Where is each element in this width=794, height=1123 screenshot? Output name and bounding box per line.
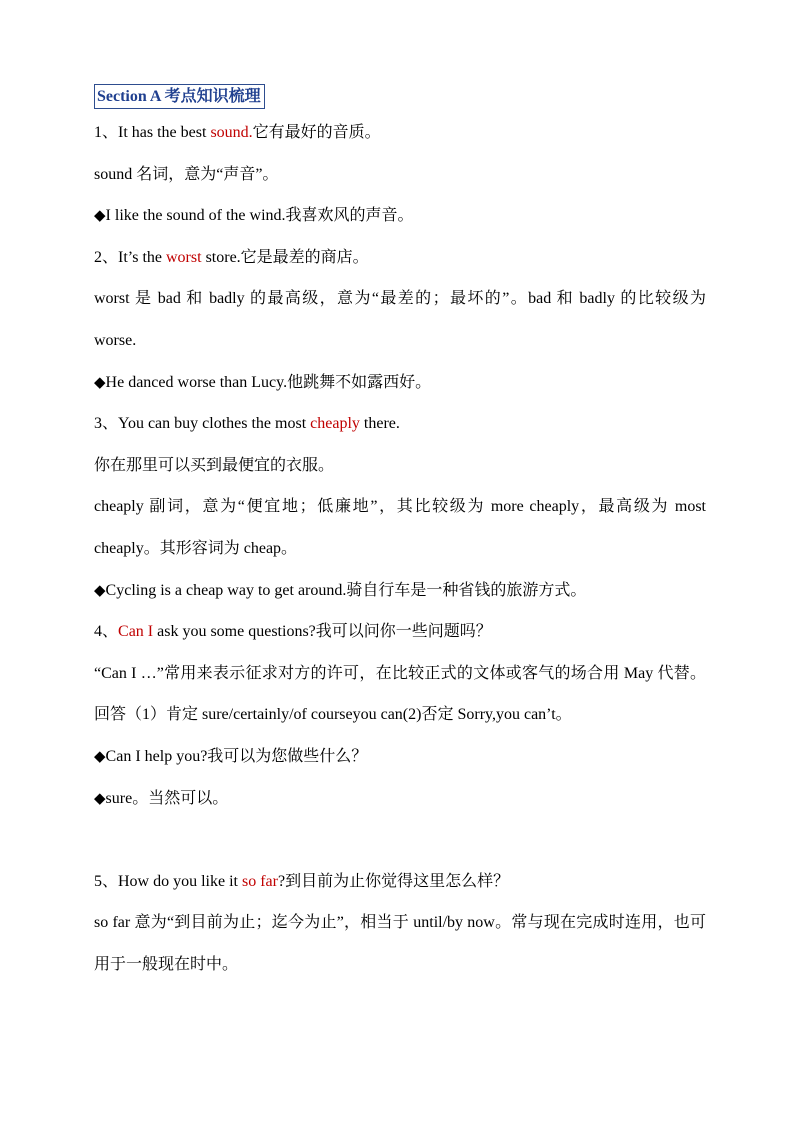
keyword-worst: worst: [166, 248, 202, 266]
keyword-can-i: Can I: [118, 623, 154, 641]
item-3-translation: 你在那里可以买到最便宜的衣服。: [94, 456, 335, 474]
diamond-bullet-icon: ◆: [94, 746, 106, 765]
item-2-note: worst 是 bad 和 badly 的最高级，意为“最差的；最坏的”。bad 和 badly 的比较级为 worse.: [94, 290, 706, 349]
item-4-sentence: 4、Can I ask you some questions?我可以问你一些问题吗？: [94, 623, 492, 641]
document-page: [94, 80, 706, 985]
item-4-note: “Can I …”常用来表示征求对方的许可，在比较正式的文体或客气的场合用 May 代替。回答（1）肯定 sure/certainly/of courseyou can(2)否定 Sorry,you can’t。: [94, 664, 706, 724]
diamond-bullet-icon: ◆: [94, 372, 106, 391]
item-4-example-2: ◆sure。当然可以。: [94, 788, 229, 807]
keyword-so-far: so far: [242, 872, 278, 890]
item-5-note: so far 意为“到目前为止；迄今为止”，相当于 until/by now。常与现在完成时连用，也可用于一般现在时中。: [94, 914, 706, 973]
keyword-sound: sound.: [210, 124, 253, 141]
item-3-note: cheaply 副词，意为“便宜地；低廉地”，其比较级为 more cheaply，最高级为 most cheaply。其形容词为 cheap。: [94, 498, 706, 557]
item-1-example: ◆I like the sound of the wind.我喜欢风的声音。: [94, 206, 414, 225]
diamond-bullet-icon: ◆: [94, 206, 106, 225]
section-header: Section A 考点知识梳理: [94, 84, 265, 109]
item-2-sentence: 2、It’s the worst store.它是最差的商店。: [94, 248, 369, 266]
item-4-example-1: ◆Can I help you?我可以为您做些什么？: [94, 746, 368, 765]
diamond-bullet-icon: ◆: [94, 580, 106, 599]
item-3-example: ◆Cycling is a cheap way to get around.骑自行车是一种省钱的旅游方式。: [94, 580, 587, 599]
item-3-sentence: 3、You can buy clothes the most cheaply there.: [94, 415, 400, 433]
item-1-sentence: 1、It has the best sound.它有最好的音质。: [94, 124, 381, 141]
item-1-note: sound 名词，意为“声音”。: [94, 165, 279, 183]
diamond-bullet-icon: ◆: [94, 788, 106, 807]
item-2-example: ◆He danced worse than Lucy.他跳舞不如露西好。: [94, 372, 432, 391]
item-5-sentence: 5、How do you like it so far?到目前为止你觉得这里怎么样？: [94, 872, 510, 890]
keyword-cheaply: cheaply: [310, 415, 360, 433]
blank-line: [94, 819, 706, 861]
